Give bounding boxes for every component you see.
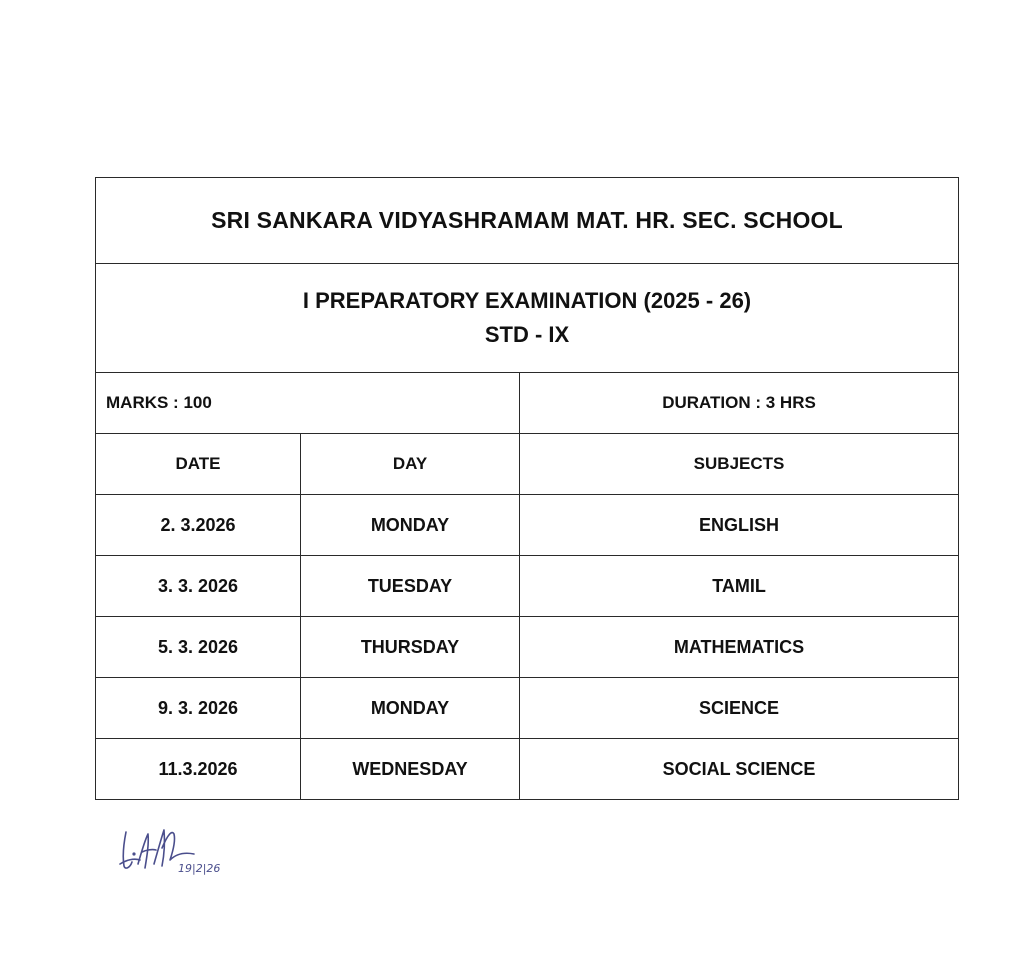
table-row xyxy=(96,739,959,800)
column-header-day: DAY xyxy=(301,434,520,495)
table-row xyxy=(96,495,959,556)
exam-date: 5. 3. 2026 xyxy=(96,617,301,678)
signature-icon xyxy=(112,820,242,882)
exam-subject: ENGLISH xyxy=(520,495,959,556)
handwritten-signature xyxy=(112,820,242,882)
exam-title: I PREPARATORY EXAMINATION (2025 - 26) xyxy=(302,288,752,313)
duration-label: DURATION : 3 HRS xyxy=(520,373,959,434)
exam-subject: SOCIAL SCIENCE xyxy=(520,739,959,800)
exam-standard: STD - IX xyxy=(484,322,570,347)
column-header-date: DATE xyxy=(96,434,301,495)
signature-date: 19|2|26 xyxy=(178,862,221,875)
table-row xyxy=(96,617,959,678)
exam-meta-row xyxy=(96,373,959,434)
exam-subject: TAMIL xyxy=(520,556,959,617)
exam-date: 11.3.2026 xyxy=(96,739,301,800)
exam-title-cell xyxy=(96,264,959,373)
exam-date: 9. 3. 2026 xyxy=(96,678,301,739)
column-header-subjects: SUBJECTS xyxy=(520,434,959,495)
school-name: SRI SANKARA VIDYASHRAMAM MAT. HR. SEC. SCHOOL xyxy=(96,178,959,264)
exam-subject: SCIENCE xyxy=(520,678,959,739)
exam-title-row xyxy=(96,264,959,373)
table-row xyxy=(96,678,959,739)
exam-subject: MATHEMATICS xyxy=(520,617,959,678)
school-name-row xyxy=(96,178,959,264)
exam-day: TUESDAY xyxy=(301,556,520,617)
exam-day: MONDAY xyxy=(301,678,520,739)
exam-day: WEDNESDAY xyxy=(301,739,520,800)
table-row xyxy=(96,556,959,617)
exam-day: THURSDAY xyxy=(301,617,520,678)
table-header-row xyxy=(96,434,959,495)
exam-day: MONDAY xyxy=(301,495,520,556)
exam-date: 3. 3. 2026 xyxy=(96,556,301,617)
marks-label: MARKS : 100 xyxy=(96,373,520,434)
exam-timetable xyxy=(95,177,959,800)
exam-date: 2. 3.2026 xyxy=(96,495,301,556)
